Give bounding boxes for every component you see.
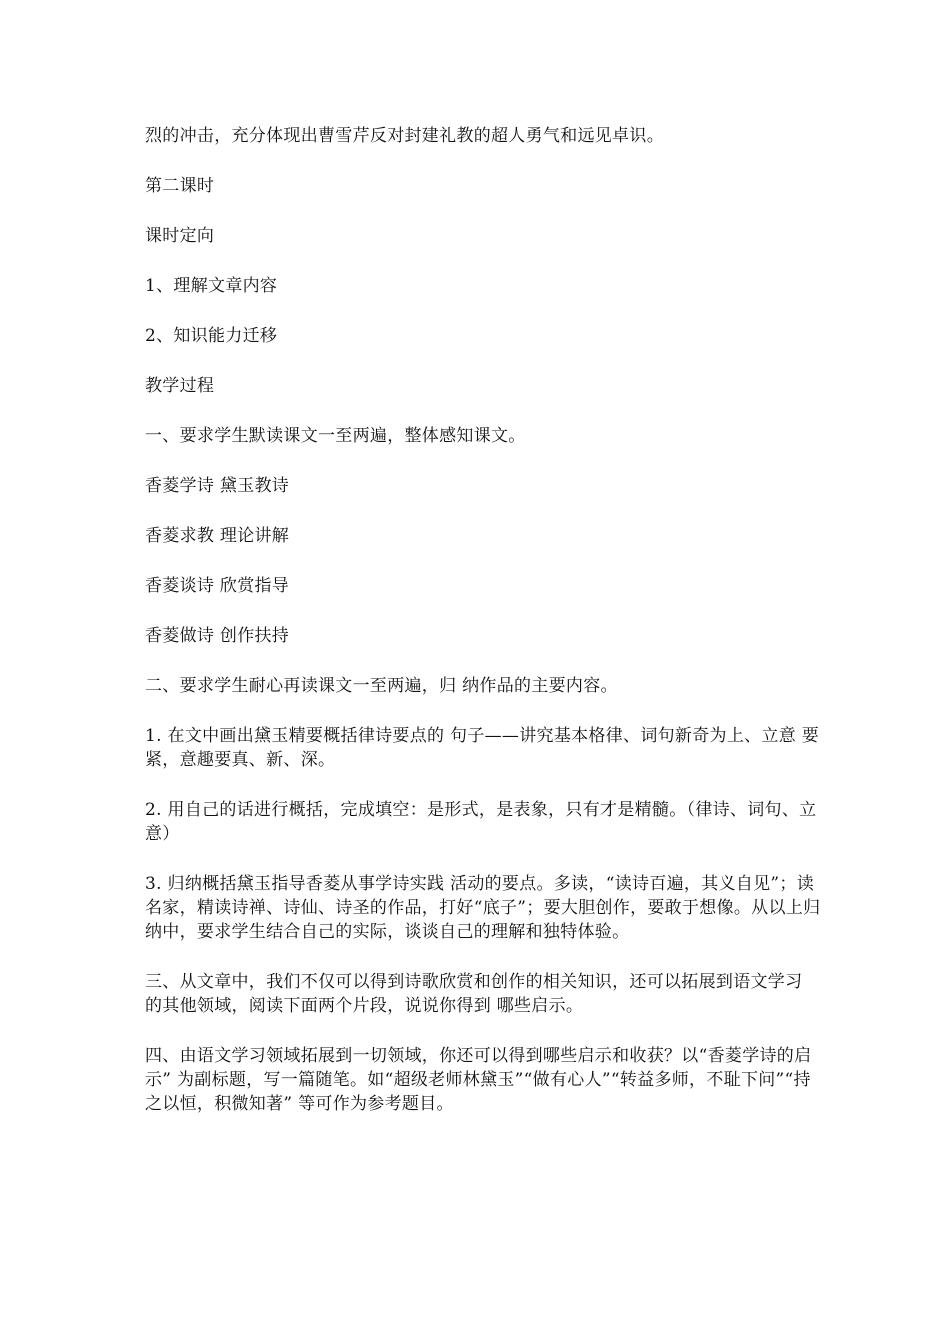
outline-line-1: 香菱学诗 黛玉教诗	[145, 476, 290, 496]
outline-line-4: 香菱做诗 创作扶持	[145, 626, 290, 646]
step-1-paragraph: 一、要求学生默读课文一至两遍，整体感知课文。	[145, 426, 526, 446]
outline-line-3: 香菱谈诗 欣赏指导	[145, 576, 290, 596]
step-3-paragraph: 三、从文章中，我们不仅可以得到诗歌欣赏和创作的相关知识，还可以拓展到语文学习 的其他领域，阅读下面两个片段，说说你得到 哪些启示。	[145, 972, 803, 1016]
heading-lesson-orientation: 课时定向	[145, 226, 215, 246]
paragraph-intro-continuation: 烈的冲击，充分体现出曹雪芹反对封建礼教的超人勇气和远见卓识。	[145, 126, 664, 146]
objective-item-2: 2、知识能力迁移	[145, 326, 278, 346]
heading-second-lesson: 第二课时	[145, 176, 215, 196]
task-2-paragraph: 2. 用自己的话进行概括，完成填空：是形式，是表象，只有才是精髓。（律诗、词句、立意）	[145, 800, 817, 844]
step-4-paragraph: 四、由语文学习领域拓展到一切领域，你还可以得到哪些启示和收获？以“香菱学诗的启示” 为副标题，写一篇随笔。如“超级老师林黛玉”“做有心人”“转益多师，不耻下问”“持之以恒，积微知著” 等可作为参考题目。	[145, 1046, 812, 1114]
step-2-paragraph: 二、要求学生耐心再读课文一至两遍，归 纳作品的主要内容。	[145, 676, 618, 696]
outline-line-2: 香菱求教 理论讲解	[145, 526, 290, 546]
task-3-paragraph: 3. 归纳概括黛玉指导香菱从事学诗实践 活动的要点。多读，“读诗百遍，其义自见”；读名家，精读诗禅、诗仙、诗圣的作品，打好“底子”；要大胆创作，要敢于想像。从以上归纳中，要求学生结合自己的实际，谈谈自己的理解和独特体验。	[145, 874, 821, 942]
task-1-paragraph: 1. 在文中画出黛玉精要概括律诗要点的 句子——讲究基本格律、词句新奇为上、立意 要紧，意趣要真、新、深。	[145, 726, 820, 770]
objective-item-1: 1、理解文章内容	[145, 276, 278, 296]
document-body	[145, 124, 825, 1116]
heading-teaching-process: 教学过程	[145, 376, 215, 396]
